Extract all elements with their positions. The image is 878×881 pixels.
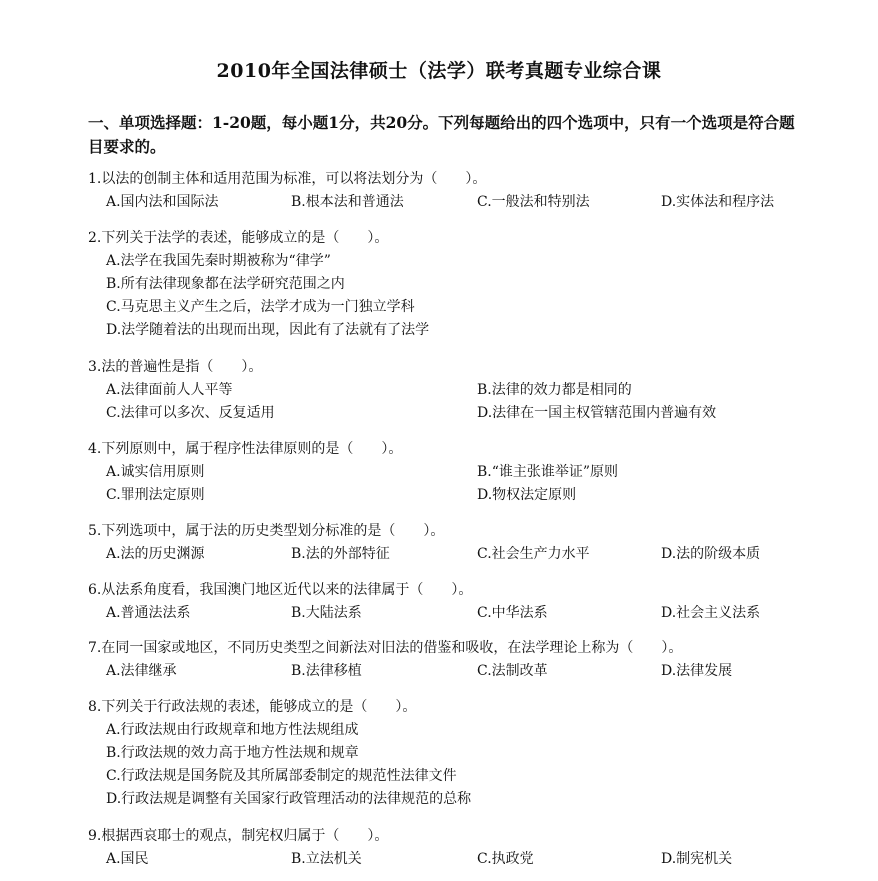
options-row [88, 660, 808, 683]
option-c: C.一般法和特别法 [477, 194, 590, 210]
options-list [88, 250, 808, 338]
section-heading: 一、单项选择题：1-20题，每小题1分，共20分。下列每题给出的四个选项中，只有一个选项是符合题目要求的。 [88, 113, 795, 156]
option-a: A.法律继承 [106, 663, 177, 679]
option-d: D.制宪机关 [661, 851, 733, 867]
option-d: D.法律在一国主权管辖范围内普遍有效 [477, 405, 717, 421]
option-a: A.法的历史渊源 [106, 546, 205, 562]
question-stem: 4.下列原则中，属于程序性法律原则的是（ ）。 [88, 441, 403, 457]
option-a: A.国民 [106, 851, 149, 867]
option-c: C.马克思主义产生之后，法学才成为一门独立学科 [106, 299, 415, 315]
question-stem: 8.下列关于行政法规的表述，能够成立的是（ ）。 [88, 699, 417, 715]
question-stem: 6.从法系角度看，我国澳门地区近代以来的法律属于（ ）。 [88, 582, 473, 598]
option-d: D.行政法规是调整有关国家行政管理活动的法律规范的总称 [106, 791, 472, 807]
question-5 [88, 520, 808, 566]
option-b: B.法律的效力都是相同的 [477, 382, 632, 398]
document-title: 2010年全国法律硕士（法学）联考真题专业综合课 [216, 60, 662, 82]
options-row [88, 191, 808, 214]
option-a: A.诚实信用原则 [106, 464, 205, 480]
question-9 [88, 825, 808, 871]
options-row [88, 543, 808, 566]
option-b: B.大陆法系 [291, 605, 362, 621]
question-6 [88, 579, 808, 625]
question-stem: 7.在同一国家或地区，不同历史类型之间新法对旧法的借鉴和吸收，在法学理论上称为（ ）。 [88, 640, 683, 656]
option-b: B.行政法规的效力高于地方性法规和规章 [106, 745, 359, 761]
question-2 [88, 227, 808, 338]
options-grid [88, 379, 808, 425]
question-stem: 1.以法的创制主体和适用范围为标准，可以将法划分为（ ）。 [88, 171, 487, 187]
options-grid [88, 461, 808, 507]
question-4 [88, 438, 808, 507]
option-d: D.物权法定原则 [477, 487, 577, 503]
question-stem: 2.下列关于法学的表述，能够成立的是（ ）。 [88, 230, 389, 246]
option-c: C.行政法规是国务院及其所属部委制定的规范性法律文件 [106, 768, 457, 784]
option-b: B.法的外部特征 [291, 546, 390, 562]
option-a: A.国内法和国际法 [106, 194, 219, 210]
option-d: D.法学随着法的出现而出现，因此有了法就有了法学 [106, 322, 430, 338]
option-c: C.执政党 [477, 851, 534, 867]
option-d: D.法律发展 [661, 663, 733, 679]
question-8 [88, 696, 808, 807]
question-stem: 5.下列选项中，属于法的历史类型划分标准的是（ ）。 [88, 523, 445, 539]
option-c: C.罪刑法定原则 [106, 487, 205, 503]
option-a: A.行政法规由行政规章和地方性法规组成 [106, 722, 359, 738]
option-a: A.法学在我国先秦时期被称为“律学” [106, 253, 331, 269]
option-d: D.社会主义法系 [661, 605, 761, 621]
question-1 [88, 168, 808, 214]
option-c: C.社会生产力水平 [477, 546, 590, 562]
option-c: C.法制改革 [477, 663, 548, 679]
options-row [88, 602, 808, 625]
option-a: A.普通法法系 [106, 605, 191, 621]
option-c: C.法律可以多次、反复适用 [106, 405, 275, 421]
option-d: D.实体法和程序法 [661, 194, 775, 210]
option-b: B.“谁主张谁举证”原则 [477, 464, 619, 480]
option-c: C.中华法系 [477, 605, 548, 621]
option-b: B.所有法律现象都在法学研究范围之内 [106, 276, 345, 292]
options-list [88, 719, 808, 807]
question-stem: 9.根据西哀耶士的观点，制宪权归属于（ ）。 [88, 828, 389, 844]
option-b: B.法律移植 [291, 663, 362, 679]
question-stem: 3.法的普遍性是指（ ）。 [88, 359, 263, 375]
question-3 [88, 356, 808, 425]
option-b: B.立法机关 [291, 851, 362, 867]
question-7 [88, 637, 808, 683]
option-d: D.法的阶级本质 [661, 546, 761, 562]
options-row [88, 848, 808, 871]
option-b: B.根本法和普通法 [291, 194, 404, 210]
option-a: A.法律面前人人平等 [106, 382, 233, 398]
